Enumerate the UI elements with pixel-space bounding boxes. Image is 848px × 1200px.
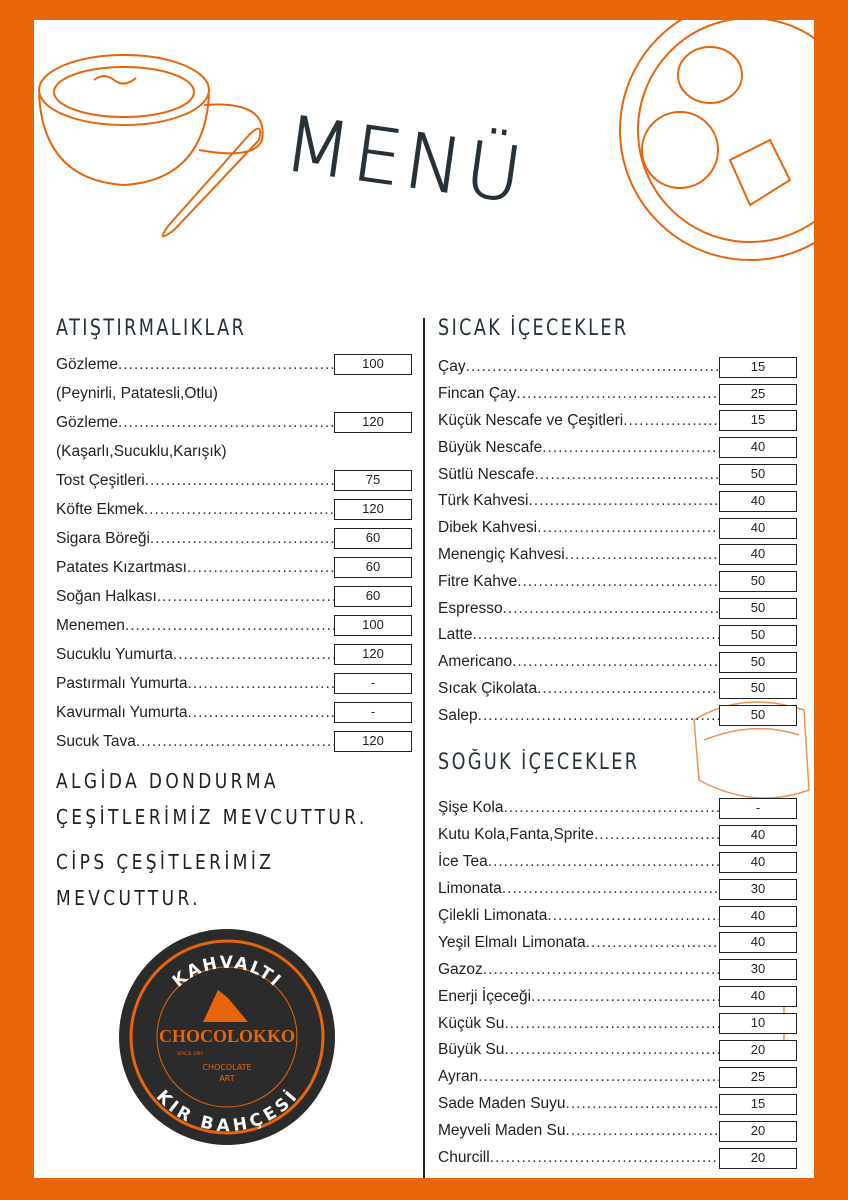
item-price: 15 <box>719 410 797 431</box>
leader-dots <box>503 600 719 618</box>
item-price: 120 <box>334 644 412 665</box>
item-price: 100 <box>334 354 412 375</box>
leader-dots <box>478 707 719 725</box>
logo-top-text: KAHVALTI <box>168 952 286 992</box>
menu-item <box>438 876 797 903</box>
item-price: 20 <box>719 1040 797 1061</box>
item-price: 40 <box>719 544 797 565</box>
leader-dots <box>483 961 719 979</box>
item-price: 20 <box>719 1148 797 1169</box>
leader-dots <box>157 588 334 606</box>
item-price: 40 <box>719 491 797 512</box>
menu-item <box>438 1064 797 1091</box>
menu-item <box>56 727 412 756</box>
item-name: Sucuklu Yumurta <box>56 645 173 663</box>
logo-since: SINCE 1993 <box>177 1052 203 1057</box>
menu-item <box>438 354 797 381</box>
plate-illustration <box>600 20 814 270</box>
leader-dots <box>466 358 719 376</box>
item-name: Dibek Kahvesi <box>438 519 538 537</box>
item-name: Büyük Nescafe <box>438 438 543 456</box>
leader-dots <box>535 466 720 484</box>
item-name: Kavurmalı Yumurta <box>56 703 188 721</box>
menu-item <box>438 488 797 515</box>
item-price: 120 <box>334 731 412 752</box>
leader-dots <box>136 733 334 751</box>
item-price: 30 <box>719 959 797 980</box>
menu-item <box>438 1010 797 1037</box>
menu-item <box>56 669 412 698</box>
item-name: Şişe Kola <box>438 799 504 817</box>
item-name: Sade Maden Suyu <box>438 1095 566 1113</box>
menu-item <box>56 640 412 669</box>
menu-item <box>56 495 412 524</box>
menu-item <box>438 822 797 849</box>
page-title: MENÜ <box>278 98 532 221</box>
menu-item <box>438 1091 797 1118</box>
item-price: 60 <box>334 557 412 578</box>
menu-item <box>56 582 412 611</box>
menu-item <box>438 595 797 622</box>
soup-bowl-illustration <box>34 20 274 250</box>
item-price: 40 <box>719 825 797 846</box>
item-price: - <box>334 702 412 723</box>
leader-dots <box>586 934 719 952</box>
item-name: Latte <box>438 626 473 644</box>
item-name: Menemen <box>56 616 125 634</box>
leader-dots <box>528 492 719 510</box>
item-name: Sıcak Çikolata <box>438 679 538 697</box>
leader-dots <box>502 880 719 898</box>
leader-dots <box>144 501 334 519</box>
item-name: Fincan Çay <box>438 385 517 403</box>
menu-item <box>56 408 412 437</box>
item-price: 25 <box>719 384 797 405</box>
logo-bottom-text: KIR BAHÇESİ <box>151 1086 303 1137</box>
menu-item <box>438 1037 797 1064</box>
item-name: Menengiç Kahvesi <box>438 545 565 563</box>
leader-dots <box>118 414 334 432</box>
menu-item <box>56 553 412 582</box>
item-name: Gözleme <box>56 413 119 431</box>
menu-item <box>438 1145 797 1172</box>
item-price: 50 <box>719 625 797 646</box>
menu-item <box>438 381 797 408</box>
item-note: (Peynirli, Patatesli,Otlu) <box>56 385 218 402</box>
item-name: Ayran <box>438 1068 479 1086</box>
item-price: 40 <box>719 986 797 1007</box>
leader-dots <box>537 519 719 537</box>
item-price: 50 <box>719 571 797 592</box>
leader-dots <box>594 826 719 844</box>
menu-item <box>56 350 412 379</box>
item-name: Patates Kızartması <box>56 558 187 576</box>
leader-dots <box>504 1015 719 1033</box>
menu-item <box>438 622 797 649</box>
leader-dots <box>125 617 334 635</box>
item-name: Gözleme <box>56 355 119 373</box>
item-name: Büyük Su <box>438 1041 505 1059</box>
item-price: - <box>719 798 797 819</box>
item-price: 15 <box>719 1094 797 1115</box>
item-name: Yeşil Elmalı Limonata <box>438 933 586 951</box>
item-name: Meyveli Maden Su <box>438 1122 566 1140</box>
item-name: Soğan Halkası <box>56 587 157 605</box>
menu-item <box>438 515 797 542</box>
leader-dots <box>516 385 719 403</box>
item-name: Küçük Nescafe ve Çeşitleri <box>438 411 624 429</box>
menu-item <box>56 524 412 553</box>
item-price: 50 <box>719 705 797 726</box>
snacks-heading: ATIŞTIRMALIKLAR <box>56 316 247 341</box>
item-name: Sigara Böreği <box>56 529 150 547</box>
icecream-note: ALGİDA DONDURMA ÇEŞİTLERİMİZ MEVCUTTUR. <box>56 769 368 829</box>
menu-item <box>438 795 797 822</box>
item-name: Fitre Kahve <box>438 572 518 590</box>
leader-dots <box>517 573 719 591</box>
item-price: 50 <box>719 464 797 485</box>
item-name: Limonata <box>438 880 502 898</box>
menu-item <box>438 461 797 488</box>
item-name: Gazoz <box>438 960 483 978</box>
hot-drinks-heading: SICAK İÇECEKLER <box>438 316 629 341</box>
menu-item <box>438 903 797 930</box>
menu-item <box>438 849 797 876</box>
item-price: 50 <box>719 598 797 619</box>
leader-dots <box>503 799 719 817</box>
item-price: 60 <box>334 586 412 607</box>
leader-dots <box>118 356 334 374</box>
leader-dots <box>537 680 719 698</box>
leader-dots <box>488 853 719 871</box>
logo-brand: CHOCOLOKKO <box>158 1026 296 1046</box>
item-name: Çay <box>438 358 466 376</box>
item-name: Tost Çeşitleri <box>56 471 145 489</box>
item-price: 100 <box>334 615 412 636</box>
leader-dots <box>145 472 334 490</box>
item-name: Köfte Ekmek <box>56 500 144 518</box>
chocolokko-logo <box>118 928 336 1146</box>
menu-item <box>438 929 797 956</box>
cold-drinks-heading: SOĞUK İÇECEKLER <box>438 750 640 775</box>
menu-item <box>438 649 797 676</box>
leader-dots <box>566 1095 719 1113</box>
item-price: 50 <box>719 678 797 699</box>
leader-dots <box>512 653 719 671</box>
item-price: 40 <box>719 518 797 539</box>
menu-page <box>34 20 814 1178</box>
leader-dots <box>188 704 334 722</box>
item-price: 50 <box>719 652 797 673</box>
leader-dots <box>472 626 719 644</box>
chips-note: CİPS ÇEŞİTLERİMİZ MEVCUTTUR. <box>56 850 275 910</box>
menu-item <box>438 676 797 703</box>
menu-item <box>56 611 412 640</box>
logo-tag2: ART <box>219 1074 235 1083</box>
item-price: 120 <box>334 499 412 520</box>
item-price: 40 <box>719 852 797 873</box>
item-name: İce Tea <box>438 853 488 871</box>
item-price: 40 <box>719 906 797 927</box>
leader-dots <box>150 530 334 548</box>
item-name: Küçük Su <box>438 1014 505 1032</box>
menu-item <box>56 698 412 727</box>
menu-item <box>438 434 797 461</box>
item-price: 15 <box>719 357 797 378</box>
leader-dots <box>547 907 719 925</box>
item-price: 25 <box>719 1067 797 1088</box>
cold-drinks-list <box>438 795 797 1171</box>
hot-drinks-list <box>438 354 797 729</box>
menu-item <box>438 408 797 435</box>
item-price: 10 <box>719 1013 797 1034</box>
leader-dots <box>478 1068 719 1086</box>
leader-dots <box>566 1122 719 1140</box>
menu-item <box>438 1118 797 1145</box>
item-name: Espresso <box>438 599 503 617</box>
item-name: Sütlü Nescafe <box>438 465 535 483</box>
item-name: Americano <box>438 653 513 671</box>
menu-item <box>438 542 797 569</box>
item-price: 75 <box>334 470 412 491</box>
item-price: 60 <box>334 528 412 549</box>
item-name: Sucuk Tava <box>56 732 136 750</box>
menu-item <box>56 466 412 495</box>
item-price: 30 <box>719 879 797 900</box>
item-name: Türk Kahvesi <box>438 492 529 510</box>
item-name: Çilekli Limonata <box>438 907 548 924</box>
item-name: Salep <box>438 706 478 724</box>
menu-item <box>438 956 797 983</box>
item-price: 20 <box>719 1121 797 1142</box>
item-name: Pastırmalı Yumurta <box>56 674 188 692</box>
item-price: 40 <box>719 437 797 458</box>
item-price: 120 <box>334 412 412 433</box>
item-name: Churcill <box>438 1149 490 1167</box>
item-name: Enerji İçeceği <box>438 987 532 1005</box>
leader-dots <box>542 439 719 457</box>
column-divider <box>423 318 425 1178</box>
item-note: (Kaşarlı,Sucuklu,Karışık) <box>56 443 227 460</box>
leader-dots <box>187 559 334 577</box>
leader-dots <box>565 546 719 564</box>
leader-dots <box>188 675 334 693</box>
item-name: Kutu Kola,Fanta,Sprite <box>438 826 594 844</box>
menu-item <box>438 568 797 595</box>
snacks-list <box>56 350 412 756</box>
item-price: - <box>334 673 412 694</box>
leader-dots <box>504 1041 719 1059</box>
menu-item <box>438 702 797 729</box>
leader-dots <box>173 646 334 664</box>
logo-tag1: CHOCOLATE <box>202 1063 252 1072</box>
item-price: 40 <box>719 932 797 953</box>
leader-dots <box>531 988 719 1006</box>
leader-dots <box>490 1149 719 1167</box>
menu-item <box>438 983 797 1010</box>
leader-dots <box>623 412 719 430</box>
